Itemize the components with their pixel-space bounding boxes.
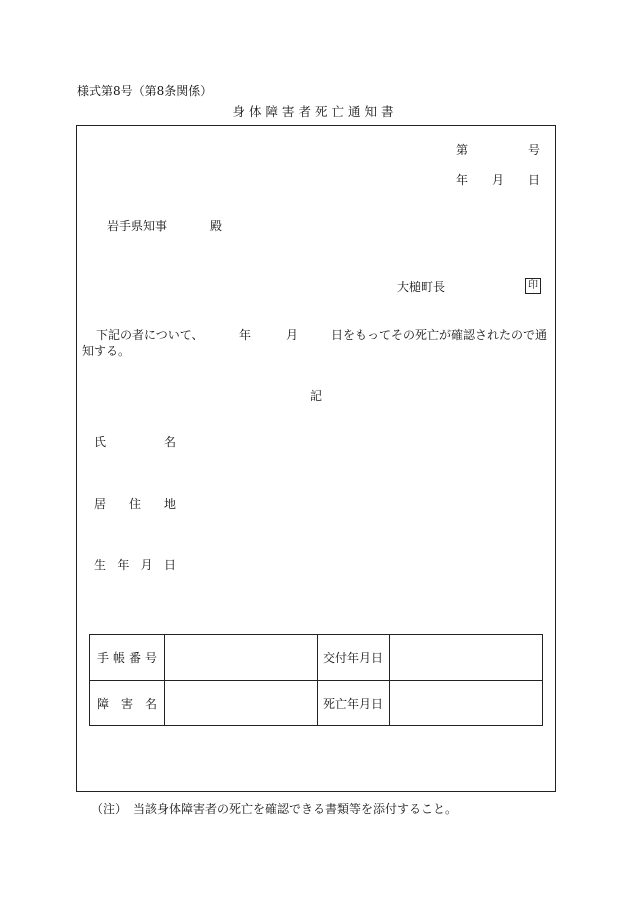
- info-table: [89, 634, 543, 726]
- addressee-honorific: 殿: [210, 219, 223, 233]
- body-month-label: 月: [286, 328, 299, 342]
- field-birthdate-char: 日: [163, 558, 176, 572]
- body-text-middle: 日をもってその死亡が確認されたので通: [331, 328, 548, 342]
- field-birthdate-label: [94, 558, 176, 572]
- death-date-label: 死亡年月日: [323, 697, 384, 711]
- addressee-name: 岩手県知事: [107, 219, 168, 233]
- issue-number-prefix: 第: [456, 143, 469, 157]
- notebook-number-label: 手 帳 番 号: [97, 651, 157, 665]
- ki-heading: 記: [310, 389, 323, 403]
- field-name-char: 氏: [94, 435, 107, 449]
- field-address-char: 居: [94, 497, 107, 511]
- footnote: （注） 当該身体障害者の死亡を確認できる書類等を添付すること。: [91, 802, 458, 816]
- issue-date-value[interactable]: [390, 635, 542, 680]
- field-name-char: 名: [163, 435, 176, 449]
- issue-date-year: 年: [456, 173, 469, 187]
- disability-name-label: 障 害 名: [97, 697, 157, 711]
- field-address-label: [94, 497, 176, 511]
- issue-date-month: 月: [492, 173, 505, 187]
- document-title: 身体障害者死亡通知書: [232, 104, 398, 119]
- field-address-char: 地: [163, 497, 176, 511]
- body-text-end: 知する。: [82, 344, 131, 358]
- disability-name-value[interactable]: [165, 681, 317, 726]
- issue-number-suffix: 号: [528, 143, 541, 157]
- body-text-start: 下記の者について、: [96, 328, 204, 342]
- field-birthdate-char: 生: [94, 558, 107, 572]
- notebook-number-value[interactable]: [165, 635, 317, 680]
- field-birthdate-char: 月: [140, 558, 153, 572]
- body-year-label: 年: [239, 328, 252, 342]
- field-name-label: [94, 435, 176, 449]
- sender-name: 大槌町長: [397, 280, 446, 294]
- field-birthdate-char: 年: [117, 558, 130, 572]
- field-address-char: 住: [128, 497, 141, 511]
- issue-date-day: 日: [528, 173, 541, 187]
- issue-date-label: 交付年月日: [323, 651, 384, 665]
- death-date-value[interactable]: [390, 681, 542, 726]
- form-number-label: 様式第8号（第8条関係）: [77, 84, 213, 98]
- seal-stamp: 印: [525, 278, 541, 294]
